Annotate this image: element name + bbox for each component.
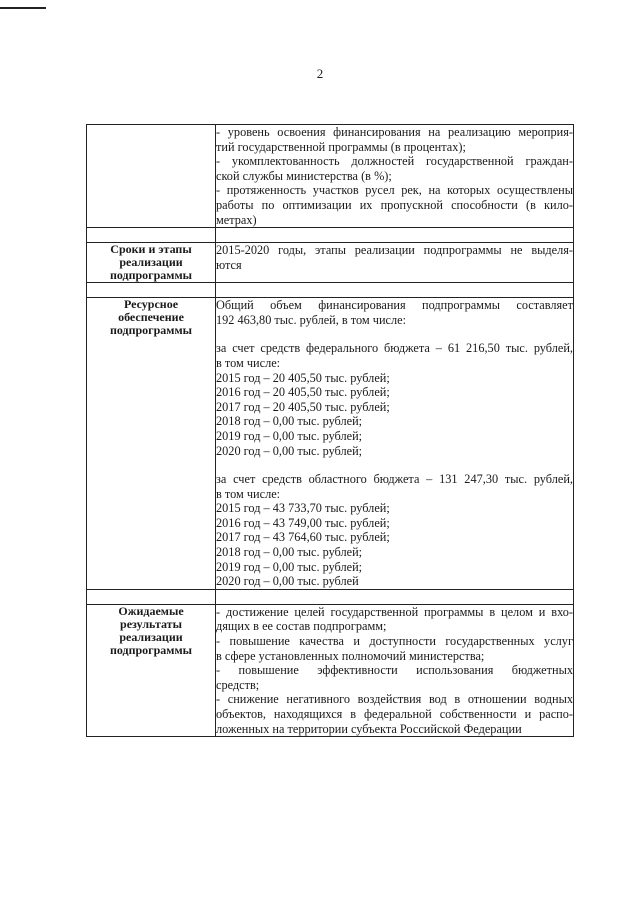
results-line: - повышение эффективности использования бюджетных: [216, 663, 573, 678]
federal-line: 2018 год – 0,00 тыс. рублей;: [216, 414, 363, 429]
federal-line: 2020 год – 0,00 тыс. рублей;: [216, 443, 363, 458]
targets-content: [216, 125, 574, 228]
regional-line: 2015 год – 43 733,70 тыс. рублей;: [216, 501, 390, 516]
results-label-line: результаты: [120, 616, 182, 631]
regional-line: 2018 год – 0,00 тыс. рублей;: [216, 545, 363, 560]
table-spacer-row: [87, 589, 574, 604]
results-line: ложенных на территории субъекта Российской Федерации: [216, 721, 522, 736]
resources-label: [87, 298, 216, 590]
resources-label-line: обеспечение: [118, 310, 184, 325]
regional-line: 2020 год – 0,00 тыс. рублей: [216, 574, 359, 589]
regional-line: в том числе:: [216, 486, 281, 501]
targets-line: ской службы министерства (в %);: [216, 168, 392, 183]
terms-line: ются: [216, 257, 242, 272]
results-label-line: Ожидаемые: [118, 603, 184, 618]
resources-label-line: подпрограммы: [109, 323, 193, 338]
terms-label-line: подпрограммы: [109, 268, 193, 283]
table-row-results: [87, 604, 574, 736]
results-line: - повышение качества и доступности государственных услуг: [216, 634, 573, 649]
results-line: средств;: [216, 677, 260, 692]
results-line: дящих в ее состав подпрограмм;: [216, 619, 387, 634]
resources-content: [216, 298, 574, 590]
federal-line: 2016 год – 20 405,50 тыс. рублей;: [216, 385, 390, 400]
federal-line: 2017 год – 20 405,50 тыс. рублей;: [216, 399, 390, 414]
page-number: 2: [316, 66, 324, 81]
results-line: - достижение целей государственной программы в целом и вхо-: [216, 604, 573, 619]
table-spacer-row: [87, 228, 574, 243]
regional-line: 2017 год – 43 764,60 тыс. рублей;: [216, 530, 390, 545]
table-row-terms: [87, 243, 574, 283]
resources-intro-line: Общий объем финансирования подпрограммы составляет: [216, 298, 573, 313]
results-line: в сфере установленных полномочий министерства;: [216, 648, 485, 663]
results-label-line: подпрограммы: [109, 642, 193, 657]
targets-line: работы по оптимизации их пропускной способности (в кило-: [216, 197, 573, 212]
terms-line: 2015-2020 годы, этапы реализации подпрограммы не выделя-: [216, 243, 573, 258]
results-label-line: реализации: [119, 629, 183, 644]
gap: [216, 327, 573, 341]
targets-line: метрах): [216, 212, 257, 227]
terms-label: [87, 243, 216, 283]
corner-mark: [0, 7, 46, 9]
targets-label-cell: [87, 125, 216, 228]
terms-content: [216, 243, 574, 283]
table-row-resources: [87, 298, 574, 590]
table-row-targets: [87, 125, 574, 228]
results-label: [87, 604, 216, 736]
table-spacer-row: [87, 283, 574, 298]
results-line: объектов, находящихся в федеральной собственности и распо-: [216, 707, 573, 721]
regional-line: 2019 год – 0,00 тыс. рублей;: [216, 559, 363, 574]
gap: [216, 458, 573, 472]
federal-line: в том числе:: [216, 355, 281, 370]
targets-line: - протяженность участков русел рек, на которых осуществлены: [216, 183, 573, 198]
passport-table: [86, 124, 574, 737]
federal-line: за счет средств федерального бюджета – 61 216,50 тыс. рублей,: [216, 341, 573, 356]
regional-line: 2016 год – 43 749,00 тыс. рублей;: [216, 515, 390, 530]
targets-line: - уровень освоения финансирования на реализацию мероприя-: [216, 125, 573, 139]
results-content: [216, 604, 574, 736]
resources-intro-line: 192 463,80 тыс. рублей, в том числе:: [216, 312, 406, 327]
results-line: - снижение негативного воздействия вод в отношении водных: [216, 692, 573, 707]
targets-line: тий государственной программы (в процентах);: [216, 139, 466, 154]
targets-line: - укомплектованность должностей государственной граждан-: [216, 154, 573, 169]
federal-line: 2015 год – 20 405,50 тыс. рублей;: [216, 370, 390, 385]
federal-line: 2019 год – 0,00 тыс. рублей;: [216, 428, 363, 443]
resources-label-line: Ресурсное: [123, 297, 179, 312]
terms-label-line: реализации: [119, 255, 183, 270]
terms-label-line: Сроки и этапы: [110, 242, 192, 257]
regional-line: за счет средств областного бюджета – 131 247,30 тыс. рублей,: [216, 472, 573, 487]
